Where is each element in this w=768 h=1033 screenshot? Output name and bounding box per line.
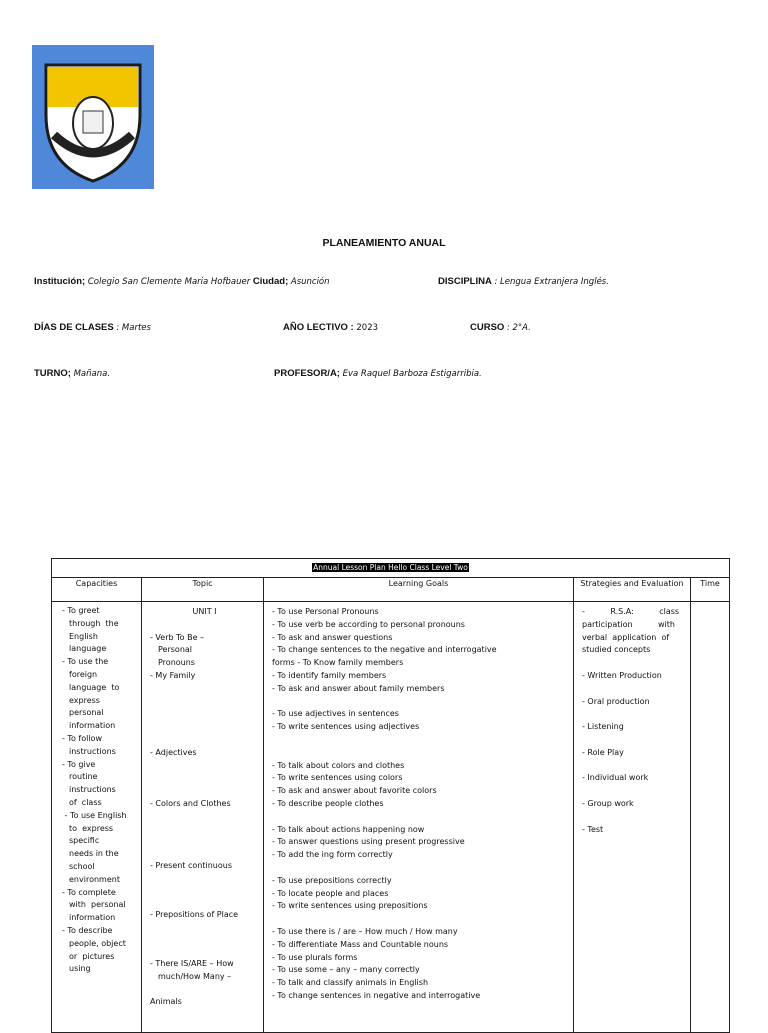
strategy-item: - Group work <box>582 798 634 808</box>
goal-line: - To add the ing form correctly <box>272 850 393 860</box>
topic-verb-to-be: - Verb To Be – <box>150 632 205 642</box>
profesor-field <box>274 368 482 379</box>
capacity-line: - To greet <box>62 606 100 615</box>
topic-unit: UNIT I <box>192 607 217 616</box>
strategy-rsa-line: participation with <box>582 619 675 629</box>
strategies-cell <box>574 602 691 1033</box>
strategy-item: - Individual work <box>582 773 649 783</box>
topic-animals: Animals <box>150 997 182 1007</box>
goal-line: - To answer questions using present progressive <box>272 837 465 847</box>
strategy-rsa-line: - R.S.A: class <box>582 607 680 616</box>
goal-line: - To use verb be according to personal pronouns <box>272 619 465 629</box>
capacity-line: - To use the <box>62 657 109 667</box>
capacity-line: - To describe <box>62 925 113 935</box>
dias-label: DÍAS DE CLASES <box>34 322 114 333</box>
goal-line: - To write sentences using colors <box>272 773 403 783</box>
capacity-line: needs in the <box>69 849 119 859</box>
strategy-rsa-line: verbal application of <box>582 632 670 642</box>
topic-prepositions: - Prepositions of Place <box>150 910 239 920</box>
capacities-cell <box>52 602 142 1033</box>
capacity-line: instructions <box>69 746 116 756</box>
strategy-item: - Test <box>582 824 604 834</box>
capacity-line: express <box>69 695 100 705</box>
capacity-line: through the <box>69 618 119 628</box>
capacity-line: routine <box>69 772 98 782</box>
topic-cell <box>142 602 264 1033</box>
topic-pronouns: Pronouns <box>158 658 195 668</box>
topic-how-many: much/How Many – <box>158 971 232 981</box>
goal-line: - To talk about colors and clothes <box>272 760 405 770</box>
strategy-item: - Role Play <box>582 747 624 757</box>
capacity-line: or pictures <box>69 951 115 961</box>
capacity-line: language <box>69 644 107 654</box>
capacity-line: instructions <box>69 785 116 795</box>
ciudad-value: Asunción <box>290 277 330 287</box>
capacity-line: with personal <box>69 900 126 910</box>
profesor-label: PROFESOR/A; <box>274 368 340 379</box>
goal-line: - To describe people clothes <box>272 798 384 808</box>
goal-line: - To use plurals forms <box>272 952 358 962</box>
goal-line: forms - To Know family members <box>272 658 404 668</box>
goal-line: - To write sentences using prepositions <box>272 901 428 911</box>
disciplina-field <box>438 276 609 287</box>
goal-line: - To write sentences using adjectives <box>272 722 420 732</box>
header-capacities: Capacities <box>52 578 142 602</box>
header-time: Time <box>691 578 730 602</box>
capacity-line: foreign <box>69 669 98 679</box>
strategy-item: - Oral production <box>582 696 650 706</box>
goal-line: - To ask and answer about favorite colors <box>272 786 437 796</box>
school-logo <box>32 45 154 189</box>
goal-line: - To differentiate Mass and Countable nouns <box>272 939 449 949</box>
goal-line: - To change sentences in negative and interrogative <box>272 990 481 1000</box>
strategy-rsa-line: studied concepts <box>582 645 651 655</box>
goals-group <box>272 926 567 1003</box>
goal-line: - To use there is / are – How much / How many <box>272 926 458 936</box>
anio-field <box>283 322 378 333</box>
capacity-line: English <box>69 631 98 641</box>
capacity-line: - To use English <box>62 810 127 820</box>
dias-value: : Martes <box>116 323 151 333</box>
goal-line: - To use Personal Pronouns <box>272 607 379 616</box>
profesor-value: Eva Raquel Barboza Estigarribia. <box>342 369 482 379</box>
disciplina-label: DISCIPLINA <box>438 276 492 287</box>
capacity-line: using <box>69 964 91 974</box>
goals-group <box>272 875 567 913</box>
strategy-item: - Written Production <box>582 670 662 680</box>
capacity-line: people, object <box>69 938 126 948</box>
table-caption-text: Annual Lesson Plan Hello Class Level Two <box>313 562 468 572</box>
curso-label: CURSO <box>470 322 505 333</box>
dias-field <box>34 322 151 333</box>
strategies-list <box>582 657 684 836</box>
capacities-list <box>62 605 135 976</box>
goals-group <box>272 606 567 696</box>
institucion-value: Colegio San Clemente Maria Hofbauer <box>87 277 251 287</box>
goal-line: - To identify family members <box>272 670 387 680</box>
strategy-item: - Listening <box>582 722 624 732</box>
topic-adjectives: - Adjectives <box>150 747 197 757</box>
capacity-line: - To follow <box>62 733 102 743</box>
ciudad-label: Ciudad; <box>252 276 289 287</box>
topic-my-family: - My Family <box>150 670 196 680</box>
goals-cell <box>264 602 574 1033</box>
anio-label: AÑO LECTIVO : <box>283 322 354 333</box>
goals-group <box>272 824 567 862</box>
time-cell <box>691 602 730 1033</box>
header-topic: Topic <box>142 578 264 602</box>
curso-value: : 2°A. <box>506 323 531 333</box>
topic-present: - Present continuous <box>150 861 232 871</box>
table-header-row <box>52 578 730 602</box>
topic-personal: Personal <box>158 645 193 655</box>
goal-line: - To change sentences to the negative and interrogative <box>272 645 497 655</box>
institucion-label: Institución; <box>34 276 86 287</box>
capacity-line: environment <box>69 874 120 884</box>
lesson-plan-table <box>51 558 730 1033</box>
topic-colors: - Colors and Clothes <box>150 798 231 808</box>
goal-line: - To ask and answer about family members <box>272 683 445 693</box>
disciplina-value: : Lengua Extranjera Inglés. <box>494 277 609 287</box>
goal-line: - To use some – any – many correctly <box>272 965 420 975</box>
goal-line: - To use prepositions correctly <box>272 875 392 885</box>
anio-value: 2023 <box>356 323 379 333</box>
header-goals: Learning Goals <box>264 578 574 602</box>
turno-label: TURNO; <box>34 368 71 379</box>
goals-group <box>272 708 567 734</box>
table-row <box>52 602 730 1033</box>
turno-value: Mañana. <box>73 369 111 379</box>
capacity-line: information <box>69 721 116 731</box>
goals-group <box>272 760 567 811</box>
header-strategies: Strategies and Evaluation <box>574 578 691 602</box>
curso-field <box>470 322 531 333</box>
goal-line: - To ask and answer questions <box>272 632 393 642</box>
table-caption <box>52 559 730 578</box>
capacity-line: information <box>69 913 116 923</box>
page-title: PLANEAMIENTO ANUAL <box>322 237 446 249</box>
turno-field <box>34 368 110 379</box>
capacity-line: of class <box>69 797 102 807</box>
capacity-line: - To complete <box>62 887 116 897</box>
capacity-line: personal <box>69 708 104 718</box>
capacity-line: to express <box>69 823 114 833</box>
goal-line: - To use adjectives in sentences <box>272 709 399 719</box>
goal-line: - To talk about actions happening now <box>272 824 425 834</box>
capacity-line: school <box>69 861 95 871</box>
topic-there: - There IS/ARE – How <box>150 958 234 968</box>
goal-line: - To talk and classify animals in English <box>272 978 429 988</box>
institucion-field <box>34 276 330 287</box>
capacity-line: language to <box>69 682 120 692</box>
capacity-line: - To give <box>62 759 96 769</box>
goal-line: - To locate people and places <box>272 888 389 898</box>
capacity-line: specific <box>69 836 100 846</box>
